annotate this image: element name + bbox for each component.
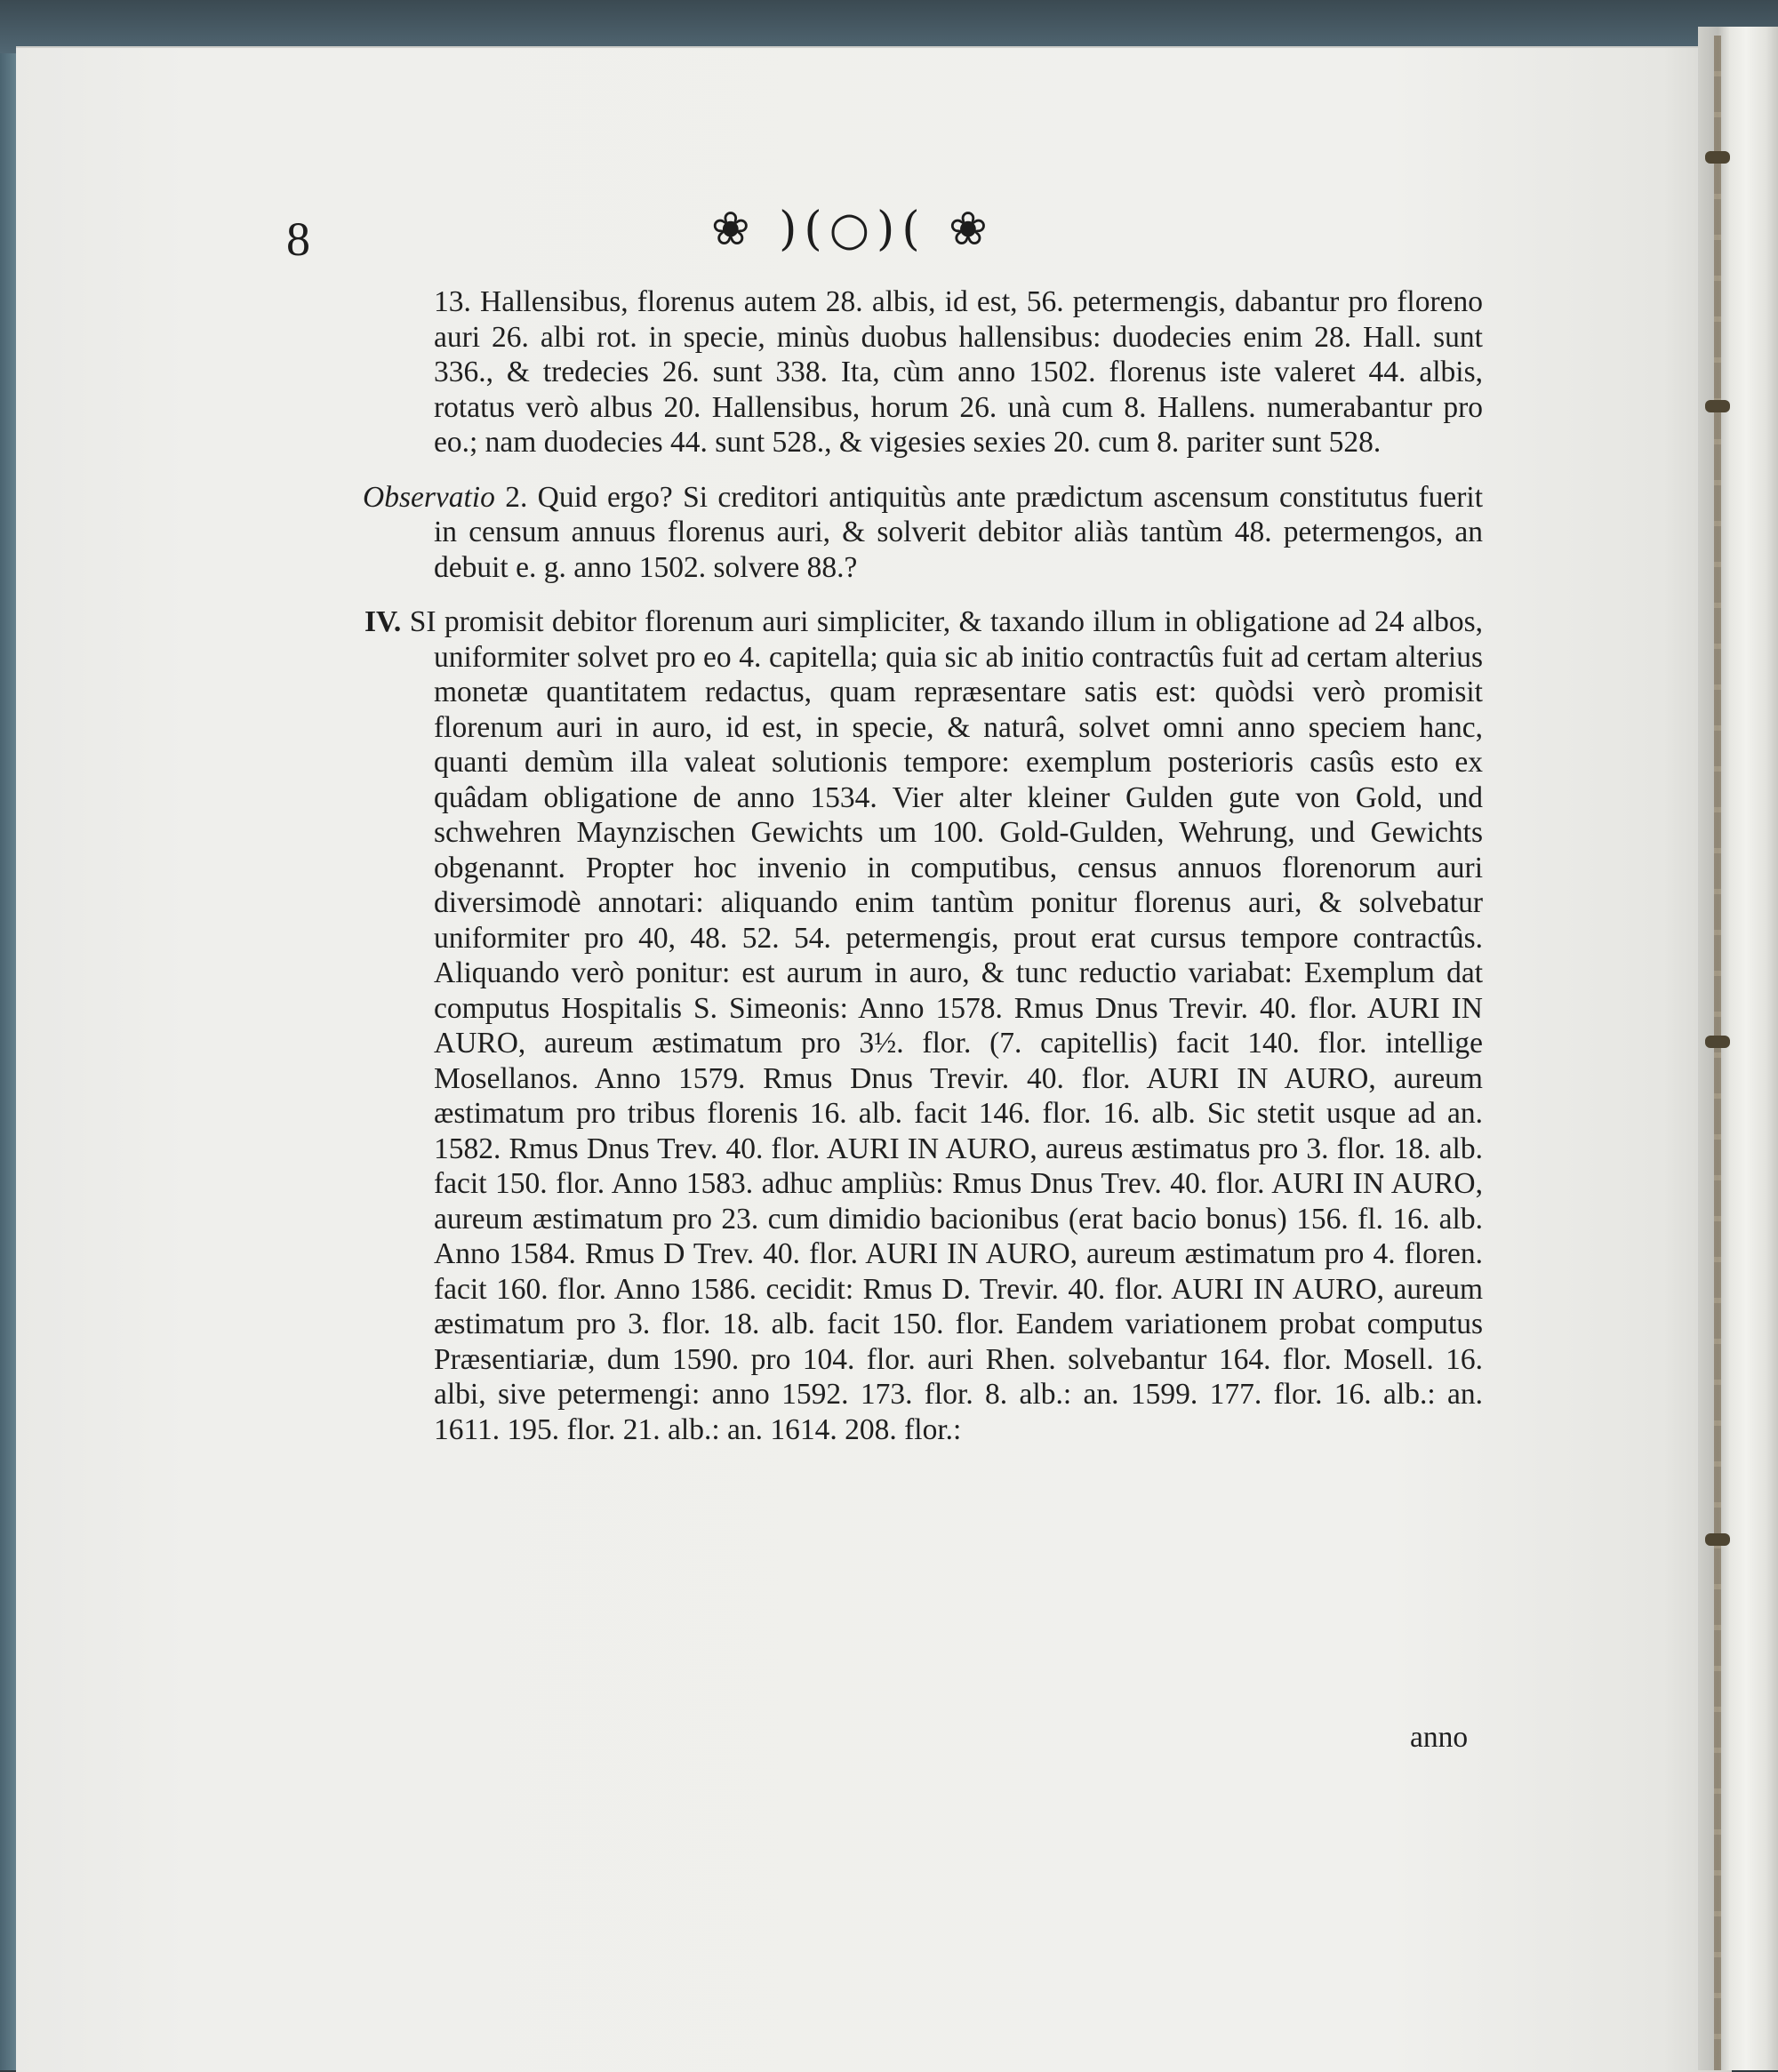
binding-knot [1705, 1533, 1730, 1546]
paragraph-text: 2. Quid ergo? Si creditori antiquitùs ante prædictum ascensum constitutus fuerit in censum annuus florenus auri, & solverit debitor aliàs tantùm 48. petermengos, an debuit e. g. anno 1502. solvere 88.? [434, 480, 1484, 584]
binding-thread [1714, 36, 1721, 2070]
observatio-label: Observatio [363, 480, 495, 514]
paragraph [364, 604, 1483, 1447]
page-number: 8 [286, 212, 310, 266]
section-number: IV. [364, 605, 402, 638]
paragraph [363, 480, 1484, 586]
paragraph [434, 284, 1483, 460]
paragraph-text: 13. Hallensibus, florenus autem 28. albis, id est, 56. petermengis, dabantur pro floreno auri 26. albi rot. in specie, minùs duobus hallensibus: duodecies enim 28. Hall. sunt 336., & tredecies 26. sunt 338. Ita, cùm anno 1502. florenus iste valeret 44. albis, rotatus verò albus 20. Hallensibus, horum 26. unà cum 8. Hallens. numerabantur pro eo.; nam duodecies 44. sunt 528., & vigesies sexies 20. cum 8. pariter sunt 528. [434, 285, 1483, 459]
catchword: anno [1410, 1721, 1469, 1754]
binding-knot [1705, 1036, 1730, 1048]
binding-knot [1705, 151, 1730, 164]
header-ornament: ❀ )(○)( ❀ [711, 203, 995, 256]
paragraph-text: SI promisit debitor florenum auri simpliciter, & taxando illum in obligatione ad 24 albos, uniformiter solvet pro eo 4. capitella; quia sic ab initio contractûs fuit ad certam alterius monetæ quantitatem redactus, quam repræsentare satis est: quòdsi verò promisit florenum auri in auro, id est, in specie, & naturâ, solvet omni anno speciem hanc, quanti demùm illa valeat solutionis tempore: exemplum posterioris casûs esto ex quâdam obligatione de anno 1534. Vier alter kleiner Gulden gute von Gold, und schwehren Maynzischen Gewichts um 100. Gold-Gulden, Wehrung, und Gewichts obgenannt. Propter hoc invenio in computibus, census annuos florenorum auri diversimodè annotari: aliquando enim tantùm ponitur florenus auri, & solvebatur uniformiter pro 40, 48. 52. 54. petermengis, prout erat cursus tempore contractûs. Aliquando verò ponitur: est aurum in auro, & tunc reductio variabat: Exemplum dat computus Hospitalis S. Simeonis: Anno 1578. Rmus Dnus Trevir. 40. flor. AURI IN AURO, aureum æstimatum pro 3½. flor. (7. capitellis) facit 140. flor. intellige Mosellanos. Anno 1579. Rmus Dnus Trevir. 40. flor. AURI IN AURO, aureum æstimatum pro tribus florenis 16. alb. facit 146. flor. 16. alb. Sic stetit usque ad an. 1582. Rmus Dnus Trev. 40. flor. AURI IN AURO, aureus æstimatus pro 3. flor. 18. alb. facit 150. flor. Anno 1583. adhuc ampliùs: Rmus Dnus Trev. 40. flor. AURI IN AURO, aureum æstimatum pro 23. cum dimidio bacionibus (erat bacio bonus) 156. fl. 16. alb. Anno 1584. Rmus D Trev. 40. flor. AURI IN AURO, aureum æstimatum pro 4. floren. facit 160. flor. Anno 1586. cecidit: Rmus D. Trevir. 40. flor. AURI IN AURO, aureum æstimatum pro 3. flor. 18. alb. facit 150. flor. Eandem variationem probat computus Præsentiariæ, dum 1590. pro 104. flor. auri Rhen. solvebantur 164. flor. Mosell. 16. albi, sive petermengi: anno 1592. 173. flor. 8. alb.: an. 1599. 177. flor. 16. alb.: an. 1611. 195. flor. 21. alb.: an. 1614. 208. flor.: [409, 605, 1483, 1446]
binding-knot [1705, 400, 1730, 412]
page-body [363, 284, 1484, 1447]
book-gutter [1698, 27, 1778, 2070]
